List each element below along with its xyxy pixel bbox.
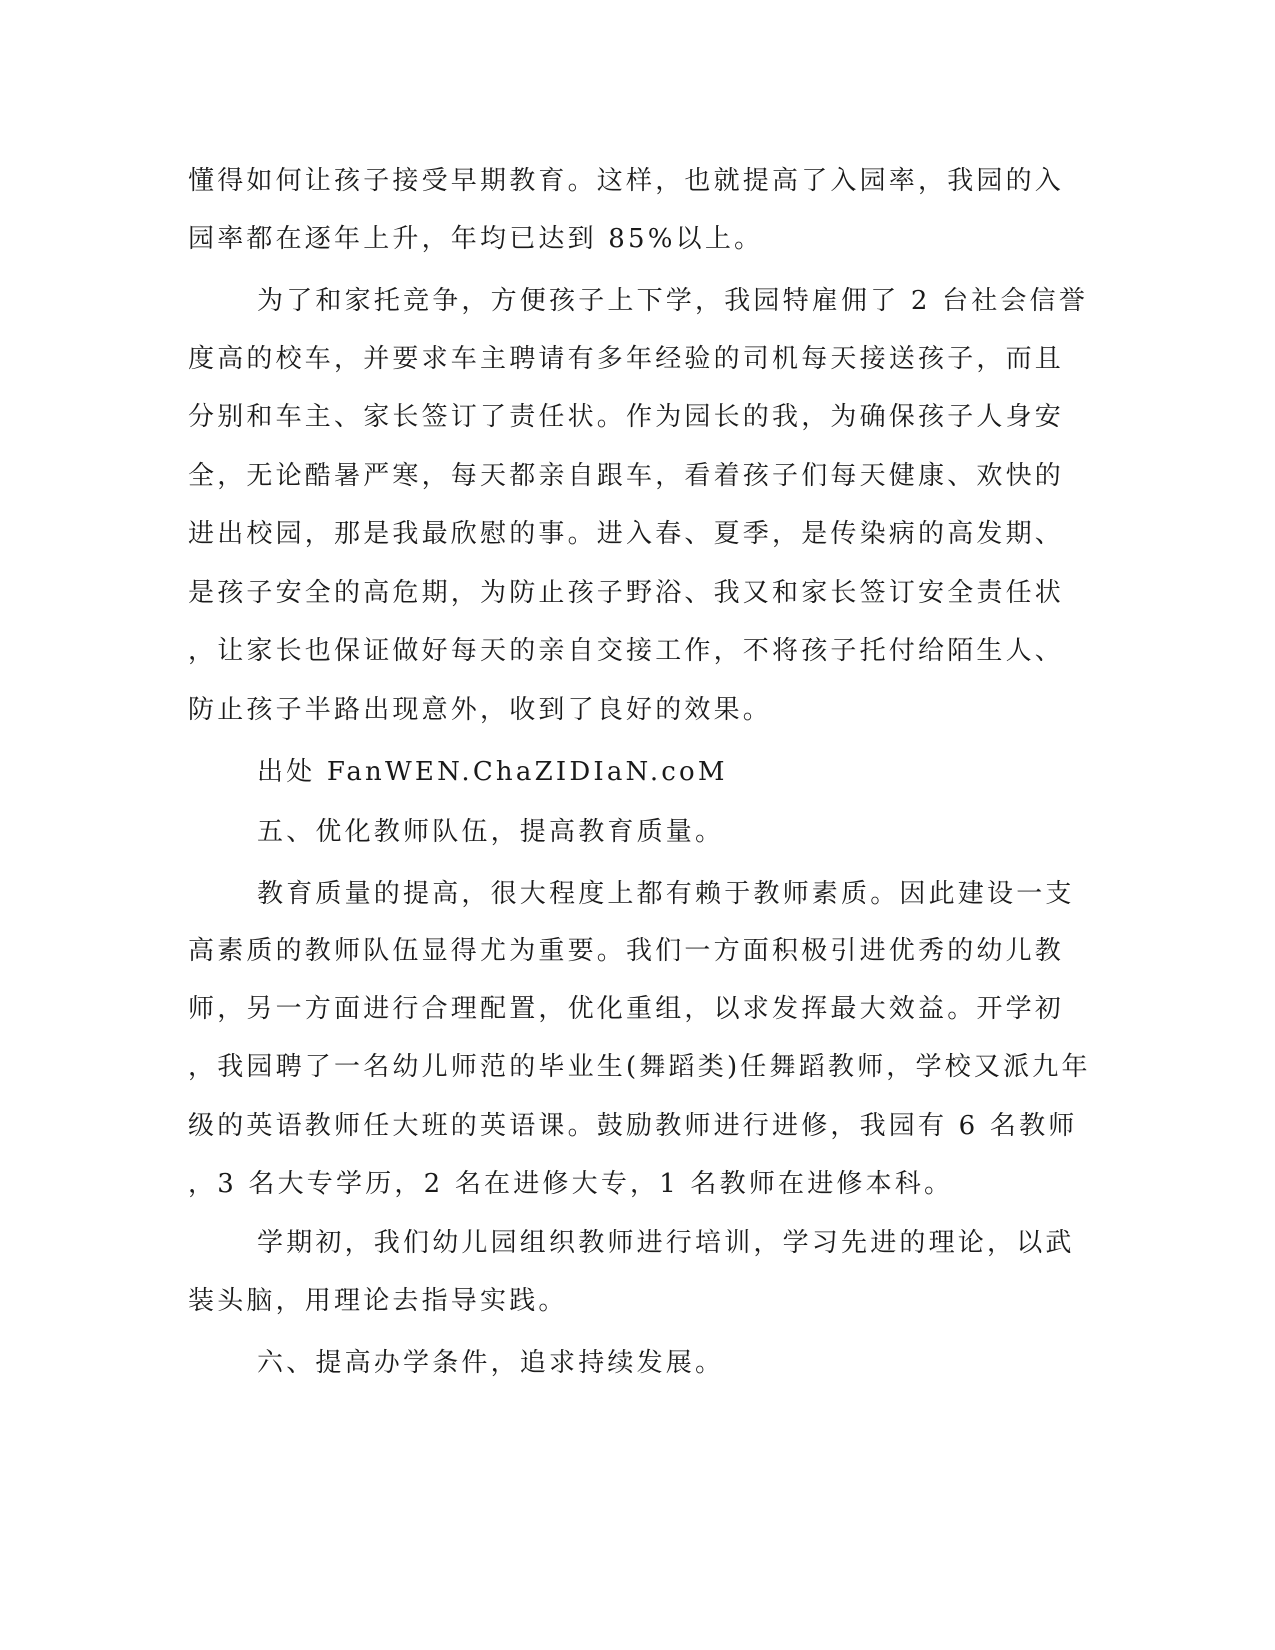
text-line: 高素质的教师队伍显得尤为重要。我们一方面积极引进优秀的幼儿教 [188,936,1065,966]
text-line: 园率都在逐年上升，年均已达到 85%以上。 [188,224,764,254]
text-line: 装头脑，用理论去指导实践。 [188,1286,568,1316]
text-line: 防止孩子半路出现意外，收到了良好的效果。 [188,695,773,725]
text-line: 学期初，我们幼儿园组织教师进行培训，学习先进的理论，以武 [257,1228,1075,1258]
text-line: 为了和家托竞争，方便孩子上下学，我园特雇佣了 2 台社会信誉 [257,286,1089,316]
source-line: 出处 FanWEN.ChaZIDIaN.coM [257,757,728,787]
text-line: 是孩子安全的高危期，为防止孩子野浴、我又和家长签订安全责任状 [188,578,1065,608]
text-line: 懂得如何让孩子接受早期教育。这样，也就提高了入园率，我园的入 [188,166,1065,196]
text-line: ，让家长也保证做好每天的亲自交接工作，不将孩子托付给陌生人、 [188,636,1065,666]
text-line: 师，另一方面进行合理配置，优化重组，以求发挥最大效益。开学初 [188,994,1065,1024]
section-heading: 五、优化教师队伍，提高教育质量。 [257,817,725,847]
text-line: 教育质量的提高，很大程度上都有赖于教师素质。因此建设一支 [257,879,1075,909]
text-line: 分别和车主、家长签订了责任状。作为园长的我，为确保孩子人身安 [188,402,1065,432]
section-heading: 六、提高办学条件，追求持续发展。 [257,1348,725,1378]
text-line: 级的英语教师任大班的英语课。鼓励教师进行进修，我园有 6 名教师 [188,1111,1078,1141]
text-line: 度高的校车，并要求车主聘请有多年经验的司机每天接送孩子，而且 [188,344,1065,374]
text-line: 进出校园，那是我最欣慰的事。进入春、夏季，是传染病的高发期、 [188,519,1065,549]
text-line: ，3 名大专学历，2 名在进修大专，1 名教师在进修本科。 [188,1169,954,1199]
text-line: 全，无论酷暑严寒，每天都亲自跟车，看着孩子们每天健康、欢快的 [188,461,1065,491]
text-line: ，我园聘了一名幼儿师范的毕业生(舞蹈类)任舞蹈教师，学校又派九年 [188,1052,1091,1082]
